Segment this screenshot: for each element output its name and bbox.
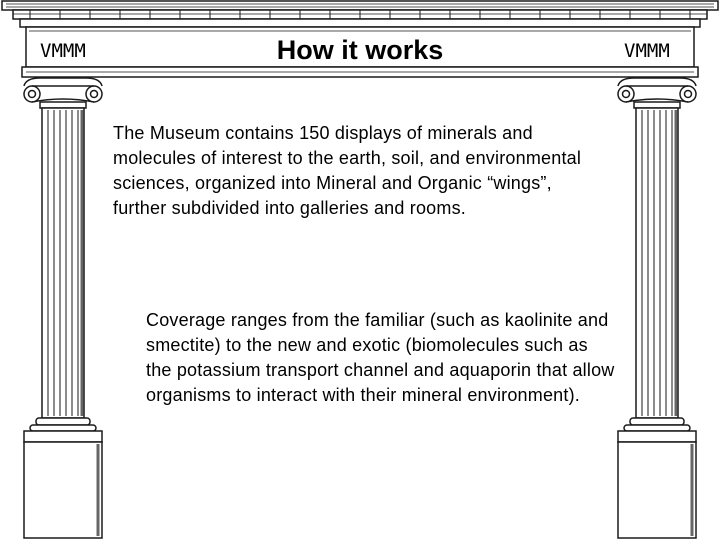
left-logo-label: VMMM [40,40,86,62]
left-column [24,78,102,538]
right-logo-label: VMMM [624,40,670,62]
right-column [618,78,696,538]
slide-title: How it works [276,35,444,65]
paragraph-coverage: Coverage ranges from the familiar (such as kaolinite and smectite) to the new and exotic (biomolecules such as the potassium transport channel and aquaporin that allow organisms to interact with their mineral environment). [146,310,615,405]
paragraph-museum-contents: The Museum contains 150 displays of minerals and molecules of interest to the earth, soil, and environmental sciences, organized into Mineral and Organic “wings”, further subdivided into galleries and rooms. [113,123,582,218]
cornice [2,1,718,27]
